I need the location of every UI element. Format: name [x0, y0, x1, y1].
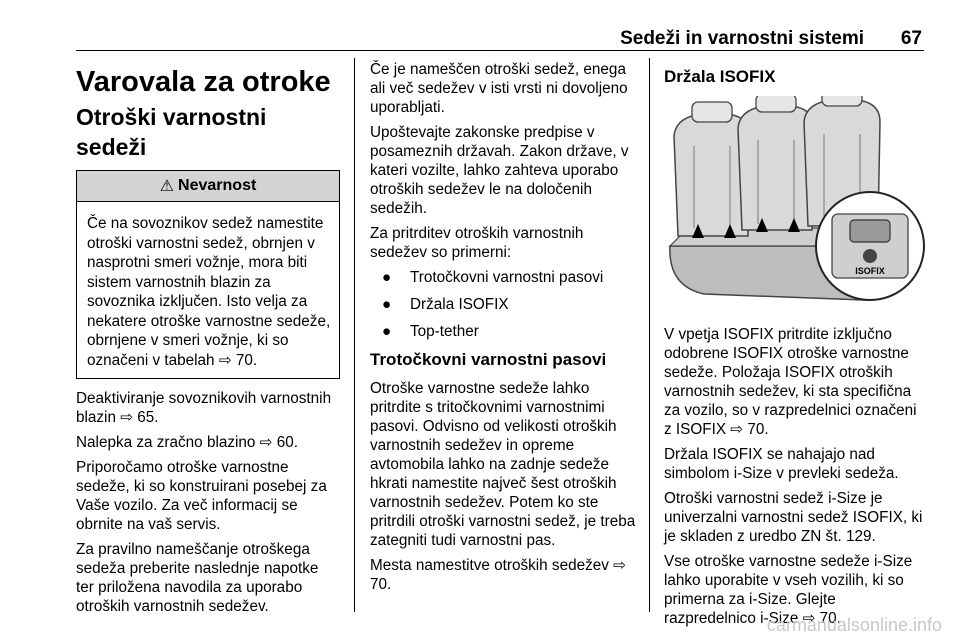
paragraph: Upoštevajte zakonske predpise v posameznih državah. Zakon države, v kateri vozilte, lahko zahteva uporabo otroških sedežev le na določenih sedežih.	[370, 124, 629, 217]
isofix-seat-illustration	[664, 96, 926, 306]
paragraph: Če je nameščen otroški sedež, enega ali več sedežev v isti vrsti ni dovoljeno uporabljati.	[370, 61, 628, 116]
paragraph: Otroške varnostne sedeže lahko pritrdite s tritočkovnimi varnostnimi pasovi. Odvisno od velikosti otroških varnostnih sedežev in opreme avtomobila lahko na zadnje sedeže hkrati namestite največ šest otroških varnostnih sedežev. Potem ko ste pritrdili otroški varnostni sedež, je treba zategniti tudi varnostni pas.	[370, 380, 636, 549]
list-item: ● Top-tether	[382, 323, 479, 340]
paragraph: Za pritrditev otroških varnostnih sedežev so primerni:	[370, 225, 584, 261]
paragraph: Nalepka za zračno blazino ⇨ 60.	[76, 434, 298, 451]
isofix-figure-label: ISOFIX	[855, 266, 885, 276]
paragraph: V vpetja ISOFIX pritrdite izključno odobrene ISOFIX otroške varnostne sedeže. Položaja ISOFIX otroških varnostnih sedežev, ki sta specifična za vozilo, so v razpredelnici označeni z ISOFIX ⇨ 70.	[664, 326, 917, 438]
isofix-seat-figure	[664, 96, 928, 311]
warning-text: Če na sovoznikov sedež namestite otroški varnostni sedež, obrnjen v nasprotni smeri vožnje, mora biti sistem varnostnih blazin za sovoznika izključen. Isto velja za nekatere otroške varnostne sedeže, obrnjene v smeri vožnje, ki so označeni v tabelah ⇨ 70.	[87, 215, 331, 369]
paragraph: Držala ISOFIX se nahajajo nad simbolom i-Size v prevleki sedeža.	[664, 446, 899, 482]
warning-title: Nevarnost	[178, 177, 257, 194]
subsection-heading: Trotočkovni varnostni pasovi	[370, 350, 607, 369]
column-3	[664, 60, 928, 634]
list-item: ● Držala ISOFIX	[382, 296, 509, 313]
paragraph: Deaktiviranje sovoznikovih varnostnih blazin ⇨ 65.	[76, 390, 332, 426]
section-title: Varovala za otroke	[76, 66, 331, 98]
bullet-list	[370, 268, 636, 341]
column-divider-1	[354, 58, 355, 612]
warning-box	[76, 170, 340, 379]
paragraph: Za pravilno nameščanje otroškega sedeža preberite naslednje napotke ter priložena navodila za uporabo otroških varnostnih sedežev.	[76, 541, 319, 615]
header-title: Sedeži in varnostni sistemi	[620, 28, 864, 49]
page-number: 67	[900, 28, 922, 49]
subsection-heading: Držala ISOFIX	[664, 67, 776, 86]
column-2	[370, 60, 636, 600]
paragraph: Mesta namestitve otroških sedežev ⇨ 70.	[370, 557, 626, 593]
subsection-title: Otroški varnostni sedeži	[76, 104, 267, 160]
list-item: ● Trotočkovni varnostni pasovi	[382, 269, 604, 286]
warning-icon: ⚠	[159, 178, 175, 195]
column-divider-2	[649, 58, 650, 612]
column-1	[76, 60, 340, 622]
watermark: carmanualsonline.info	[766, 615, 942, 635]
paragraph: Otroški varnostni sedež i-Size je univerzalni varnostni sedež ISOFIX, ki je skladen z uredbo ZN št. 129.	[664, 490, 923, 545]
warning-header	[77, 171, 339, 202]
paragraph: Priporočamo otroške varnostne sedeže, ki so konstruirani posebej za Vaše vozilo. Za več informacij se obrnite na vaš servis.	[76, 459, 327, 533]
paragraph: Vse otroške varnostne sedeže i-Size lahko uporabite v vseh vozilih, ki so primerna za i-Size. Glejte razpredelnico i-Size ⇨ 70.	[664, 553, 913, 627]
page-header	[76, 28, 924, 51]
